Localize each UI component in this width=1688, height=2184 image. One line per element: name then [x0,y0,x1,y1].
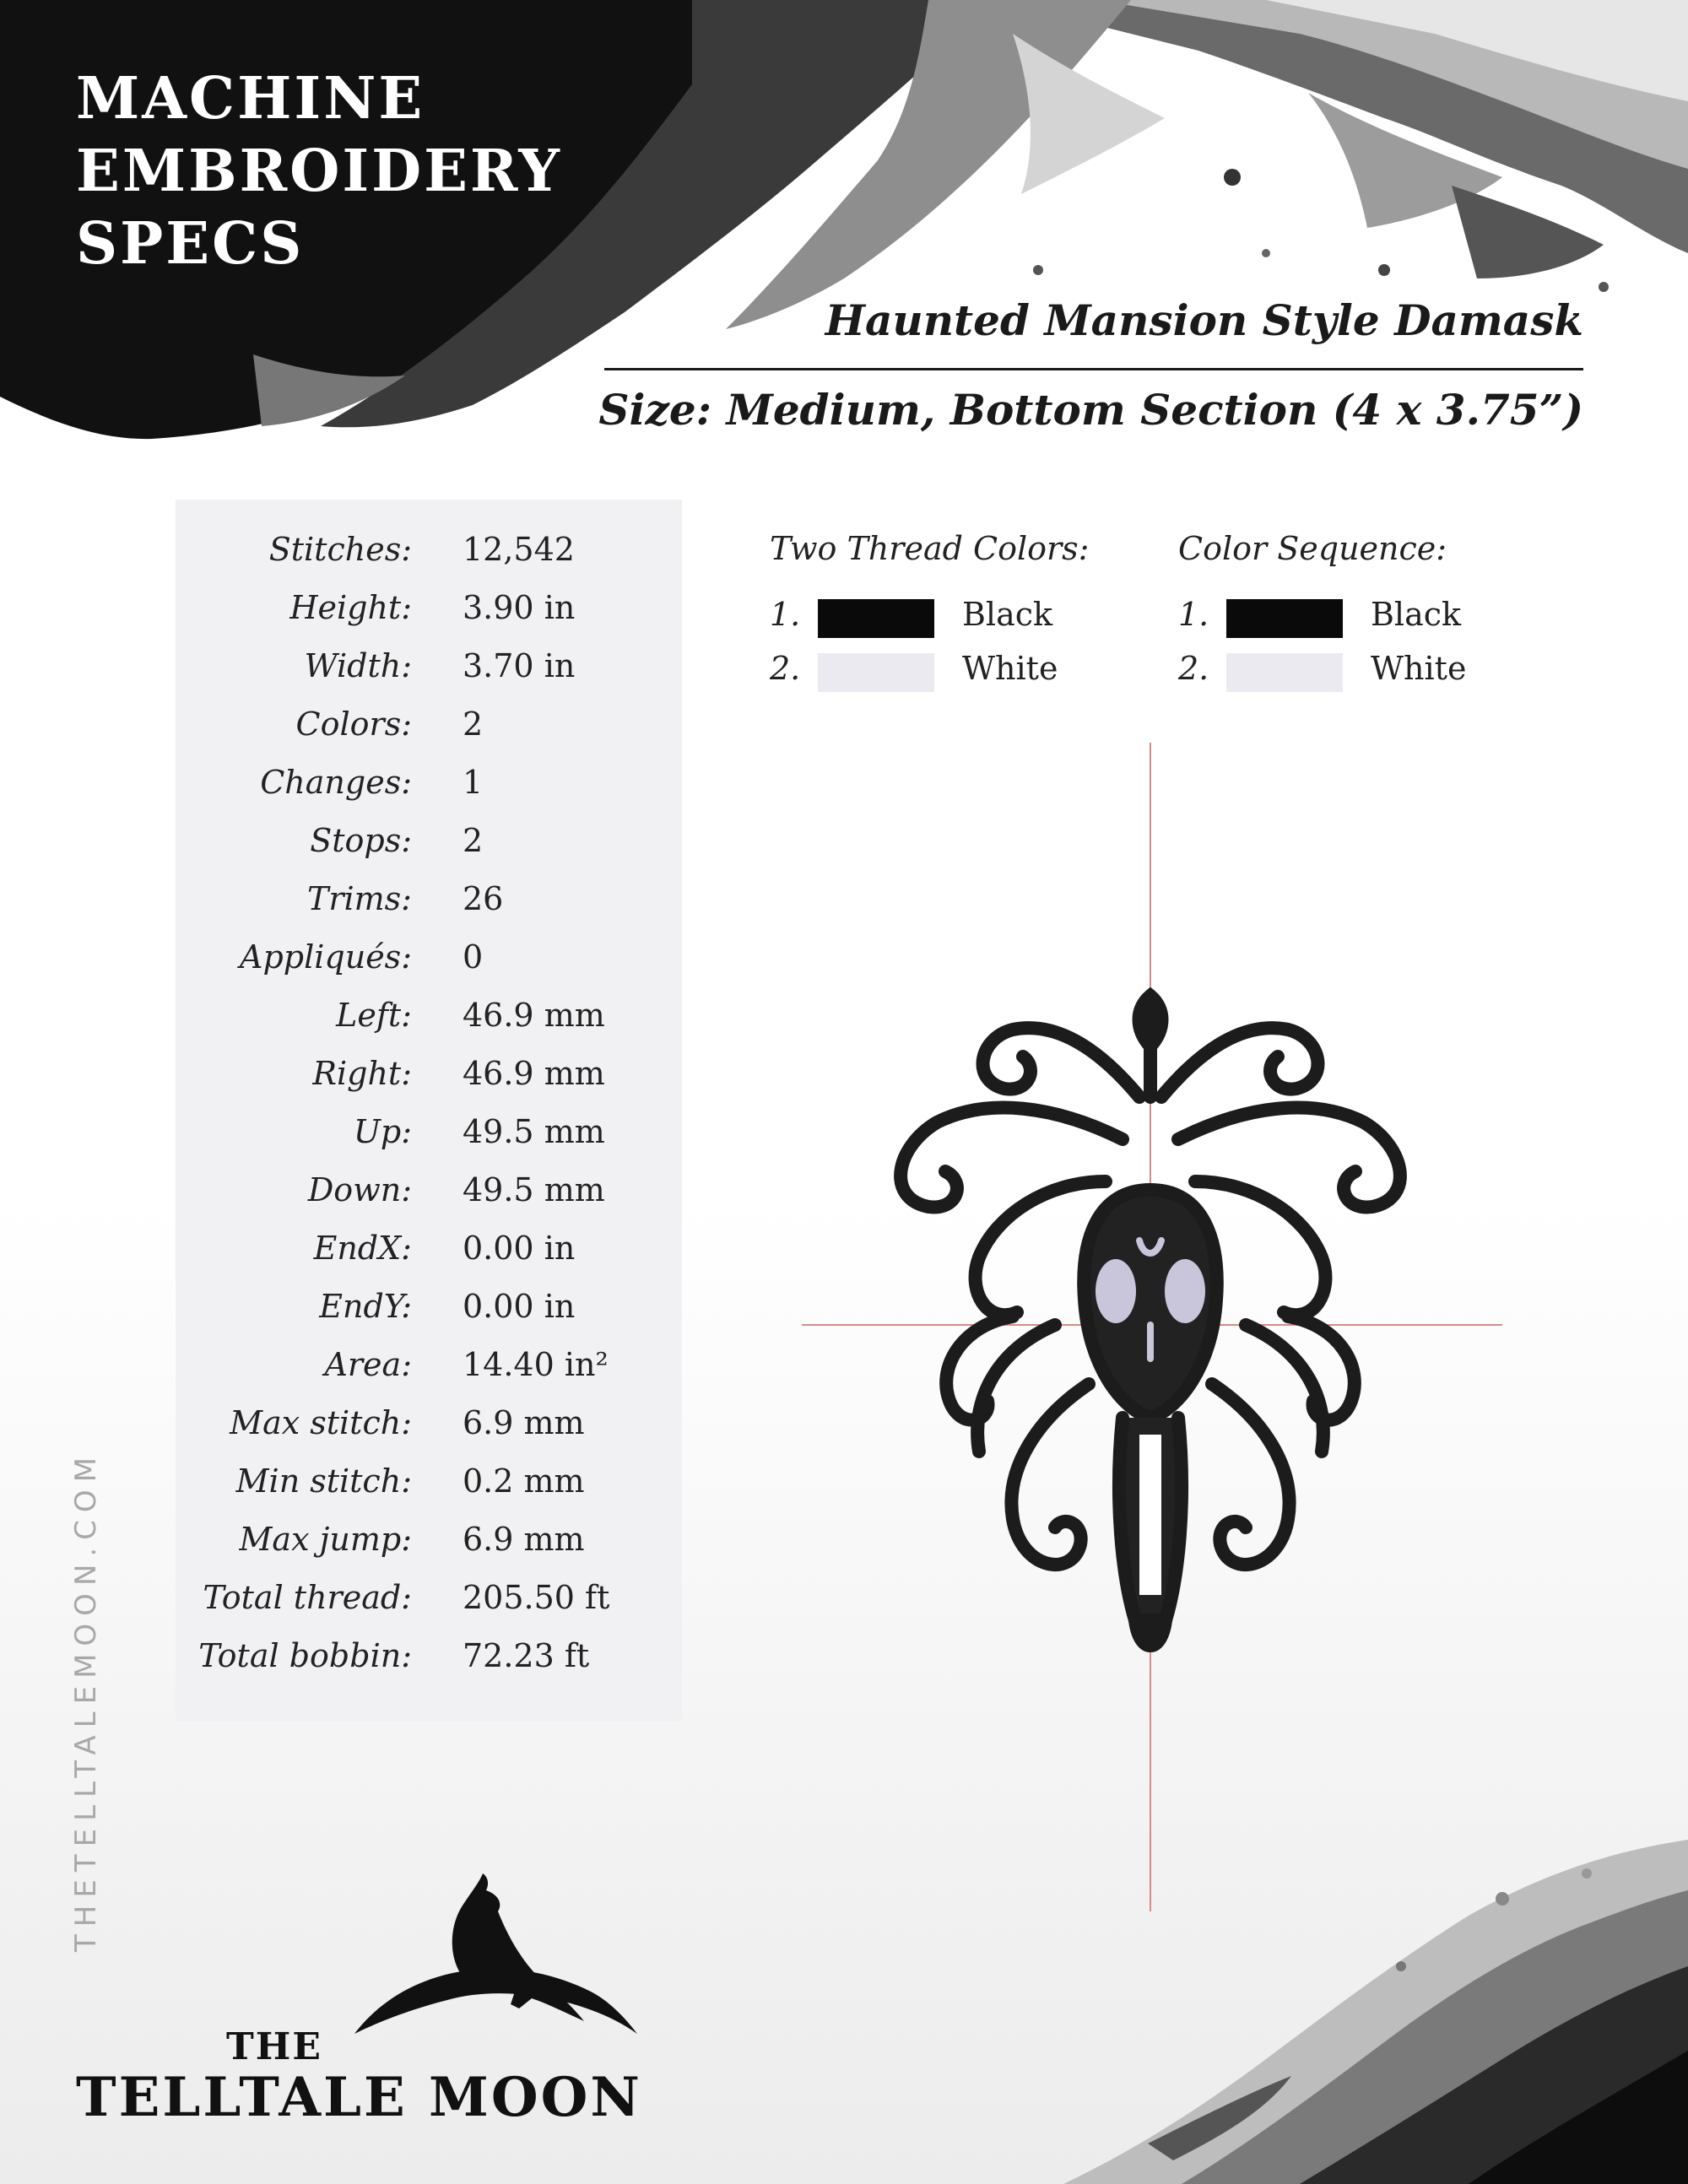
spec-label: Colors: [295,705,412,743]
spec-row [176,1521,682,1579]
specs-panel [176,500,682,1722]
spec-label: Height: [289,589,412,626]
spec-label: Max jump: [239,1521,412,1558]
spec-label: Max stitch: [230,1404,412,1441]
spec-row [176,1404,682,1462]
spec-value: 14.40 in² [463,1346,609,1383]
spec-label: Down: [307,1171,412,1208]
spec-row [176,589,682,647]
spec-row [176,1637,682,1695]
thread-name: Black [962,596,1053,633]
spec-label: Appliqués: [240,938,412,976]
spec-row [176,880,682,938]
spec-label: Stops: [310,822,412,859]
spec-row [176,1462,682,1521]
spec-value: 0.2 mm [463,1462,585,1500]
spec-row [176,938,682,997]
spec-row [176,997,682,1055]
spec-value: 2 [463,822,484,859]
design-name: Haunted Mansion Style Damask [825,295,1583,345]
sequence-swatch-white [1226,653,1343,692]
thread-number: 1. [770,596,801,633]
spec-label: Trims: [306,880,412,917]
damask-motif [901,996,1400,1646]
spec-label: Stitches: [268,531,412,568]
sequence-swatch-black [1226,599,1343,638]
spec-row [176,647,682,705]
spec-row [176,1579,682,1637]
spec-label: Min stitch: [235,1462,412,1500]
spec-label: Total thread: [203,1579,412,1616]
thread-number: 2. [770,650,801,687]
thread-name: White [962,650,1058,687]
spec-value: 46.9 mm [463,1055,605,1092]
spec-row [176,531,682,589]
spec-value: 2 [463,705,484,743]
spec-value: 0.00 in [463,1288,576,1325]
spec-row [176,1171,682,1230]
header-divider [604,368,1583,370]
spec-value: 0 [463,938,484,976]
raven-moon-logo-icon [338,1865,641,2059]
spec-value: 3.90 in [463,589,576,626]
website-url: THETELLTALEMOON.COM [69,1449,103,1952]
spec-label: EndY: [319,1288,412,1325]
thread-swatch-white [818,653,934,692]
spec-value: 3.70 in [463,647,576,684]
spec-value: 49.5 mm [463,1113,605,1150]
spec-value: 6.9 mm [463,1521,585,1558]
spec-row [176,764,682,822]
spec-value: 205.50 ft [463,1579,610,1616]
spec-value: 1 [463,764,484,801]
brand-the: THE [226,2025,322,2068]
sequence-name: White [1371,650,1467,687]
spec-row [176,822,682,880]
spec-label: EndX: [313,1230,412,1267]
page-title [76,62,562,280]
spec-row [176,705,682,764]
design-preview [802,743,1502,1911]
spec-value: 26 [463,880,504,917]
spec-label: Area: [324,1346,412,1383]
spec-value: 12,542 [463,531,575,568]
spec-row [176,1055,682,1113]
spec-row [176,1230,682,1288]
spec-value: 72.23 ft [463,1637,590,1674]
sequence-name: Black [1371,596,1462,633]
spec-label: Up: [353,1113,412,1150]
spec-value: 6.9 mm [463,1404,585,1441]
sequence-number: 1. [1178,596,1209,633]
spec-row [176,1113,682,1171]
spec-value: 0.00 in [463,1230,576,1267]
thread-colors-heading: Two Thread Colors: [770,530,1090,567]
spec-label: Changes: [260,764,412,801]
design-size: Size: Medium, Bottom Section (4 x 3.75”) [598,385,1583,435]
spec-row [176,1288,682,1346]
spec-value: 46.9 mm [463,997,605,1034]
brand-name: TELLTALE MOON [76,2066,642,2129]
sequence-number: 2. [1178,650,1209,687]
title-line: SPECS [76,210,305,278]
thread-swatch-black [818,599,934,638]
spec-label: Right: [312,1055,412,1092]
spec-label: Total bobbin: [198,1637,412,1674]
spec-label: Width: [304,647,412,684]
color-sequence-heading: Color Sequence: [1178,530,1447,567]
spec-row [176,1346,682,1404]
title-line: EMBROIDERY [76,138,562,205]
spec-label: Left: [336,997,412,1034]
title-line: MACHINE [76,65,425,132]
spec-value: 49.5 mm [463,1171,605,1208]
